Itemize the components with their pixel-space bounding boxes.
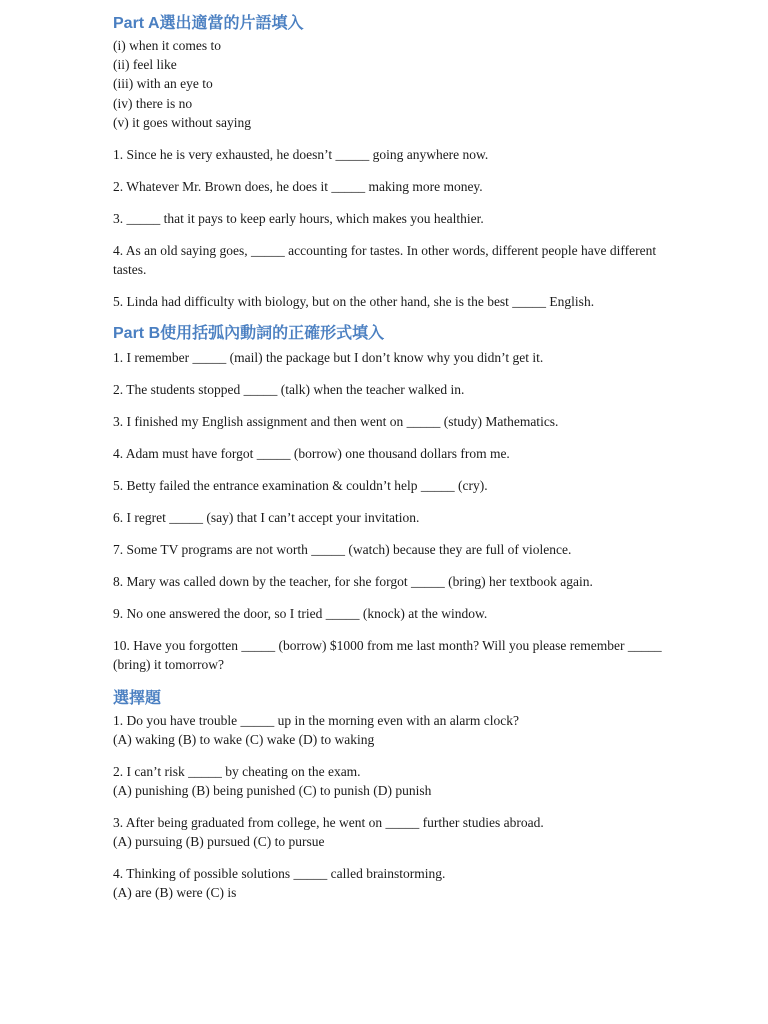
worksheet bbox=[113, 10, 673, 902]
part-b-question: 1. I remember _____ (mail) the package but I don’t know why you didn’t get it. bbox=[113, 350, 544, 366]
phrase-item: (i) when it comes to bbox=[113, 38, 221, 53]
part-b-question: 10. Have you forgotten _____ (borrow) $1000 from me last month? Will you please remember _____ (bring) it tomorrow? bbox=[113, 638, 662, 673]
part-b-question: 5. Betty failed the entrance examination & couldn’t help _____ (cry). bbox=[113, 478, 488, 494]
mc-question bbox=[113, 864, 673, 902]
phrase-item: (iv) there is no bbox=[113, 95, 193, 111]
mc-question-stem: 3. After being graduated from college, he went on _____ further studies abroad. bbox=[113, 815, 544, 831]
part-c-heading: 選擇題 bbox=[113, 690, 162, 708]
part-a-question: 3. _____ that it pays to keep early hours, which makes you healthier. bbox=[113, 211, 484, 227]
mc-question bbox=[113, 762, 673, 800]
part-b-question: 2. The students stopped _____ (talk) when the teacher walked in. bbox=[113, 382, 465, 398]
mc-question bbox=[113, 711, 673, 749]
part-a-question: 1. Since he is very exhausted, he doesn’t _____ going anywhere now. bbox=[113, 147, 489, 163]
part-b-question: 7. Some TV programs are not worth _____ (watch) because they are full of violence. bbox=[113, 542, 572, 558]
phrase-list bbox=[113, 36, 673, 132]
part-a-heading: Part A選出適當的片語填入 bbox=[113, 15, 304, 32]
part-b-question: 3. I finished my English assignment and then went on _____ (study) Mathematics. bbox=[113, 414, 559, 430]
mc-question-options: (A) waking (B) to wake (C) wake (D) to waking bbox=[113, 732, 375, 748]
phrase-item: (ii) feel like bbox=[113, 57, 177, 73]
mc-question-stem: 1. Do you have trouble _____ up in the morning even with an alarm clock? bbox=[113, 713, 520, 729]
mc-question bbox=[113, 813, 673, 851]
mc-question-stem: 2. I can’t risk _____ by cheating on the exam. bbox=[113, 764, 361, 780]
part-b-question: 8. Mary was called down by the teacher, for she forgot _____ (bring) her textbook again. bbox=[113, 574, 593, 590]
part-a-question: 4. As an old saying goes, _____ accounting for tastes. In other words, different people have different tastes. bbox=[113, 243, 657, 278]
mc-question-stem: 4. Thinking of possible solutions _____ called brainstorming. bbox=[113, 866, 446, 882]
part-b-heading: Part B使用括弧內動詞的正確形式填入 bbox=[113, 325, 385, 343]
phrase-item: (iii) with an eye to bbox=[113, 76, 213, 92]
part-a-question: 2. Whatever Mr. Brown does, he does it _____ making more money. bbox=[113, 179, 483, 195]
part-b-question: 9. No one answered the door, so I tried _____ (knock) at the window. bbox=[113, 606, 488, 622]
part-b-question: 6. I regret _____ (say) that I can’t accept your invitation. bbox=[113, 510, 420, 526]
mc-question-options: (A) pursuing (B) pursued (C) to pursue bbox=[113, 834, 325, 850]
part-b-question: 4. Adam must have forgot _____ (borrow) one thousand dollars from me. bbox=[113, 446, 510, 462]
part-a-question: 5. Linda had difficulty with biology, but on the other hand, she is the best _____ English. bbox=[113, 294, 595, 310]
mc-question-options: (A) punishing (B) being punished (C) to punish (D) punish bbox=[113, 783, 432, 799]
phrase-item: (v) it goes without saying bbox=[113, 114, 251, 130]
mc-question-options: (A) are (B) were (C) is bbox=[113, 885, 237, 901]
